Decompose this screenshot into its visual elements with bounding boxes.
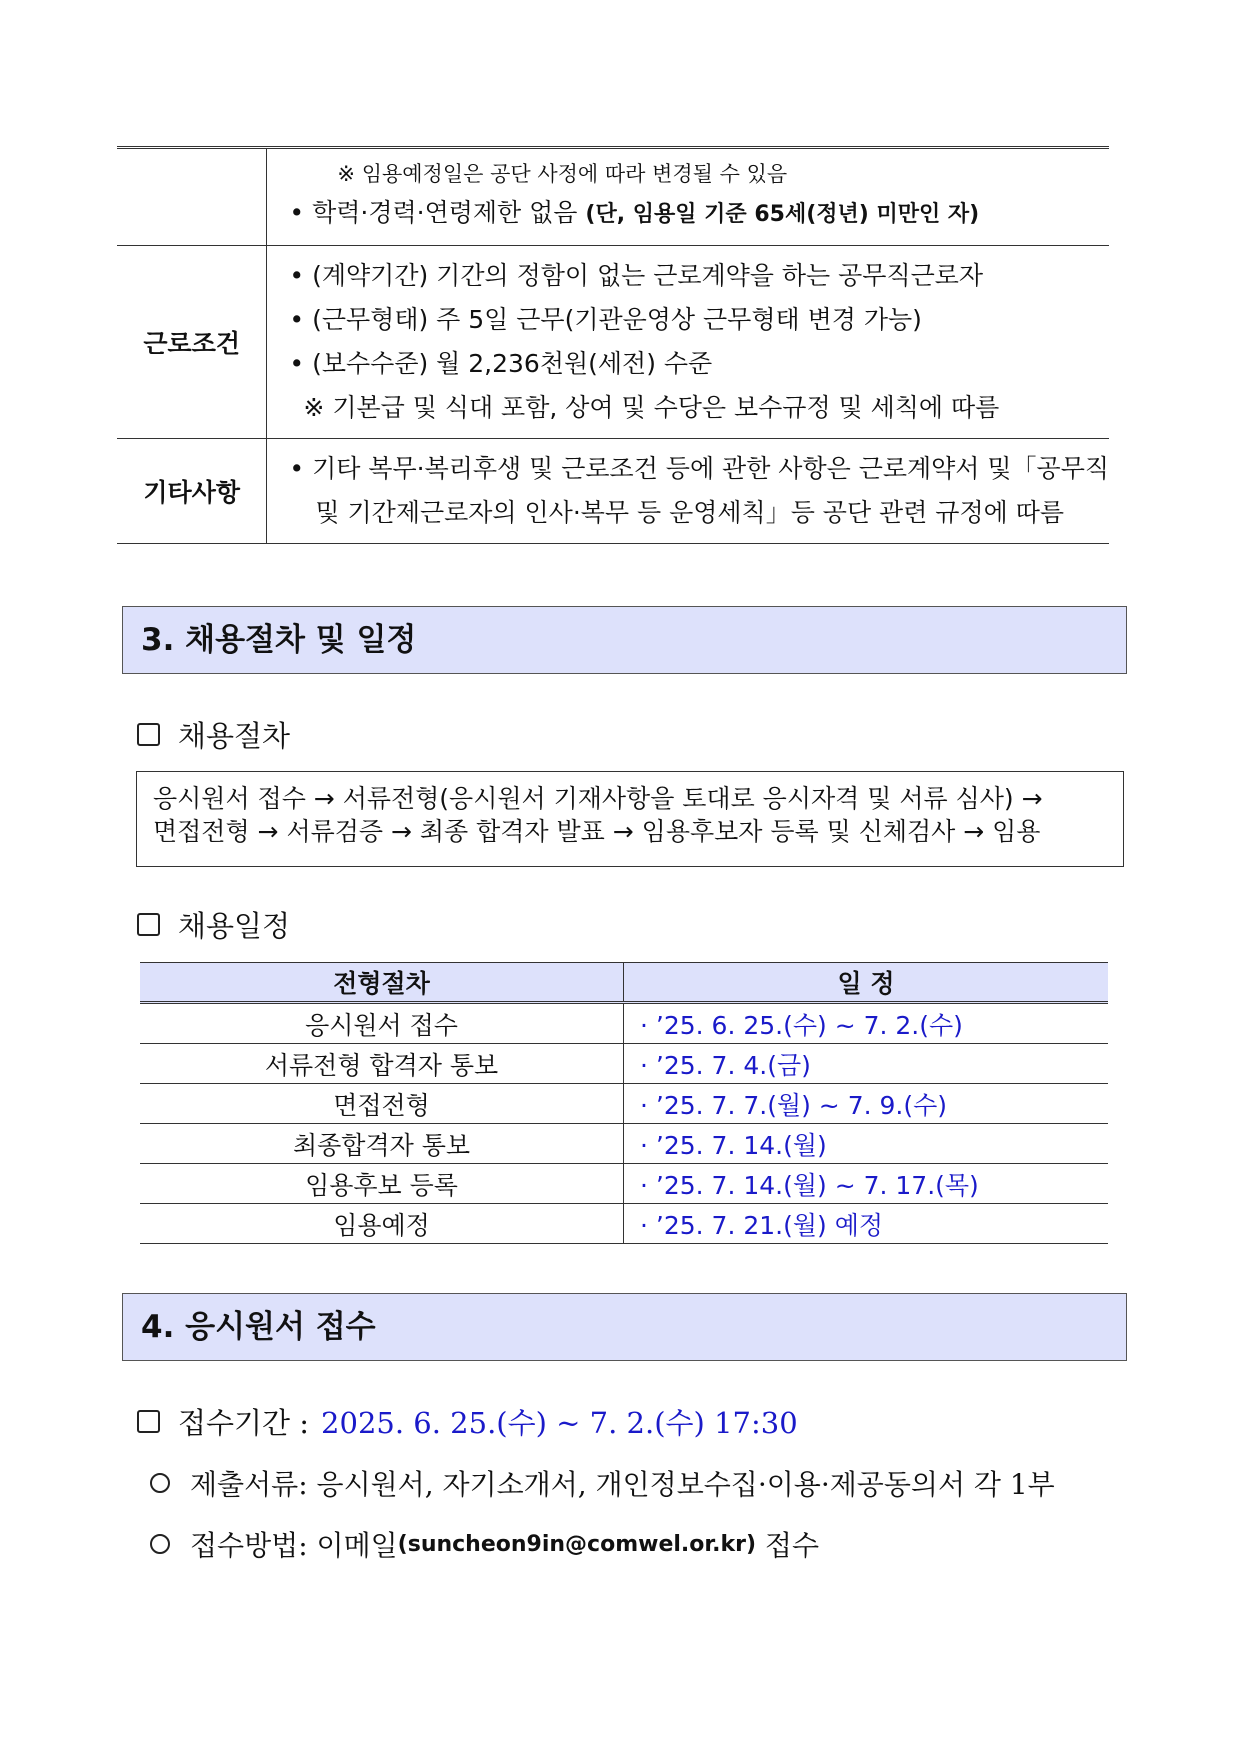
process-box bbox=[136, 771, 1124, 867]
submission-period-label: 접수기간 : bbox=[178, 1406, 310, 1440]
conditions-table bbox=[117, 146, 1109, 544]
checkbox-square-icon bbox=[137, 913, 160, 936]
submission-period bbox=[137, 1401, 798, 1442]
email-address[interactable]: (suncheon9in@comwel.or.kr) bbox=[397, 1531, 756, 1557]
schedule-header-row bbox=[140, 963, 1108, 1003]
work-type-line: • (근무형태) 주 5일 근무(기관운영상 근무형태 변경 가능) bbox=[289, 305, 922, 334]
age-limit-text: (단, 임용일 기준 65세(정년) 미만인 자) bbox=[585, 202, 980, 227]
schedule-table bbox=[140, 962, 1108, 1244]
date-cell: · ’25. 7. 4.(금) bbox=[624, 1044, 1109, 1084]
eligibility-bullet bbox=[289, 191, 1109, 237]
table-row bbox=[140, 1084, 1108, 1124]
stage-cell: 응시원서 접수 bbox=[140, 1003, 624, 1044]
eligibility-text: • 학력·경력·연령제한 없음 bbox=[289, 198, 578, 227]
circle-bullet-icon bbox=[150, 1473, 170, 1493]
documents-text: 제출서류: 응시원서, 자기소개서, 개인정보수집·이용·제공동의서 각 1부 bbox=[190, 1468, 1055, 1501]
stage-cell: 최종합격자 통보 bbox=[140, 1124, 624, 1164]
process-heading-text: 채용절차 bbox=[178, 719, 291, 753]
eligibility-cell bbox=[267, 148, 1109, 246]
other-matters-cell bbox=[267, 439, 1109, 544]
schedule-change-note: ※ 임용예정일은 공단 사정에 따라 변경될 수 있음 bbox=[337, 162, 788, 186]
date-column-header: 일 정 bbox=[624, 963, 1109, 1003]
stage-cell: 서류전형 합격자 통보 bbox=[140, 1044, 624, 1084]
schedule-heading-text: 채용일정 bbox=[178, 909, 291, 943]
date-cell: · ’25. 7. 14.(월) bbox=[624, 1124, 1109, 1164]
work-conditions-cell bbox=[267, 246, 1109, 439]
submission-period-value: 2025. 6. 25.(수) ~ 7. 2.(수) 17:30 bbox=[321, 1406, 798, 1440]
table-row bbox=[140, 1124, 1108, 1164]
pay-note-line: ※ 기본급 및 식대 포함, 상여 및 수당은 보수규정 및 세칙에 따름 bbox=[303, 393, 1000, 422]
table-row bbox=[140, 1204, 1108, 1244]
circle-bullet-icon bbox=[150, 1534, 170, 1554]
method-suffix: 접수 bbox=[756, 1529, 819, 1562]
schedule-heading bbox=[137, 904, 290, 945]
table-row bbox=[140, 1044, 1108, 1084]
method-prefix: 접수방법: 이메일 bbox=[190, 1529, 398, 1562]
other-matters-line-1: • 기타 복무·복리후생 및 근로조건 등에 관한 사항은 근로계약서 및「공무직 bbox=[289, 454, 1109, 483]
empty-label-cell bbox=[117, 148, 267, 246]
other-matters-line-2: 및 기간제근로자의 인사·복무 등 운영세칙」등 공단 관련 규정에 따름 bbox=[315, 498, 1064, 527]
stage-cell: 임용후보 등록 bbox=[140, 1164, 624, 1204]
work-conditions-label: 근로조건 bbox=[117, 246, 267, 439]
process-line-2: 면접전형 → 서류검증 → 최종 합격자 발표 → 임용후보자 등록 및 신체검사 → 임용 bbox=[153, 817, 1041, 846]
documents-item bbox=[150, 1463, 1055, 1503]
checkbox-square-icon bbox=[137, 723, 160, 746]
stage-column-header: 전형절차 bbox=[140, 963, 624, 1003]
date-cell: · ’25. 6. 25.(수) ~ 7. 2.(수) bbox=[624, 1003, 1109, 1044]
checkbox-square-icon bbox=[137, 1410, 160, 1433]
other-matters-label: 기타사항 bbox=[117, 439, 267, 544]
table-row bbox=[140, 1164, 1108, 1204]
process-heading bbox=[137, 714, 290, 755]
date-cell: · ’25. 7. 7.(월) ~ 7. 9.(수) bbox=[624, 1084, 1109, 1124]
method-item bbox=[150, 1524, 819, 1564]
pay-level-line: • (보수수준) 월 2,236천원(세전) 수준 bbox=[289, 349, 713, 378]
date-cell: · ’25. 7. 21.(월) 예정 bbox=[624, 1204, 1109, 1244]
stage-cell: 임용예정 bbox=[140, 1204, 624, 1244]
process-line-1: 응시원서 접수 → 서류전형(응시원서 기재사항을 토대로 응시자격 및 서류 심사) → bbox=[153, 784, 1043, 813]
date-cell: · ’25. 7. 14.(월) ~ 7. 17.(목) bbox=[624, 1164, 1109, 1204]
section-3-header: 3. 채용절차 및 일정 bbox=[122, 606, 1127, 674]
table-row bbox=[140, 1003, 1108, 1044]
contract-period-line: • (계약기간) 기간의 정함이 없는 근로계약을 하는 공무직근로자 bbox=[289, 261, 984, 290]
stage-cell: 면접전형 bbox=[140, 1084, 624, 1124]
section-4-header: 4. 응시원서 접수 bbox=[122, 1293, 1127, 1361]
